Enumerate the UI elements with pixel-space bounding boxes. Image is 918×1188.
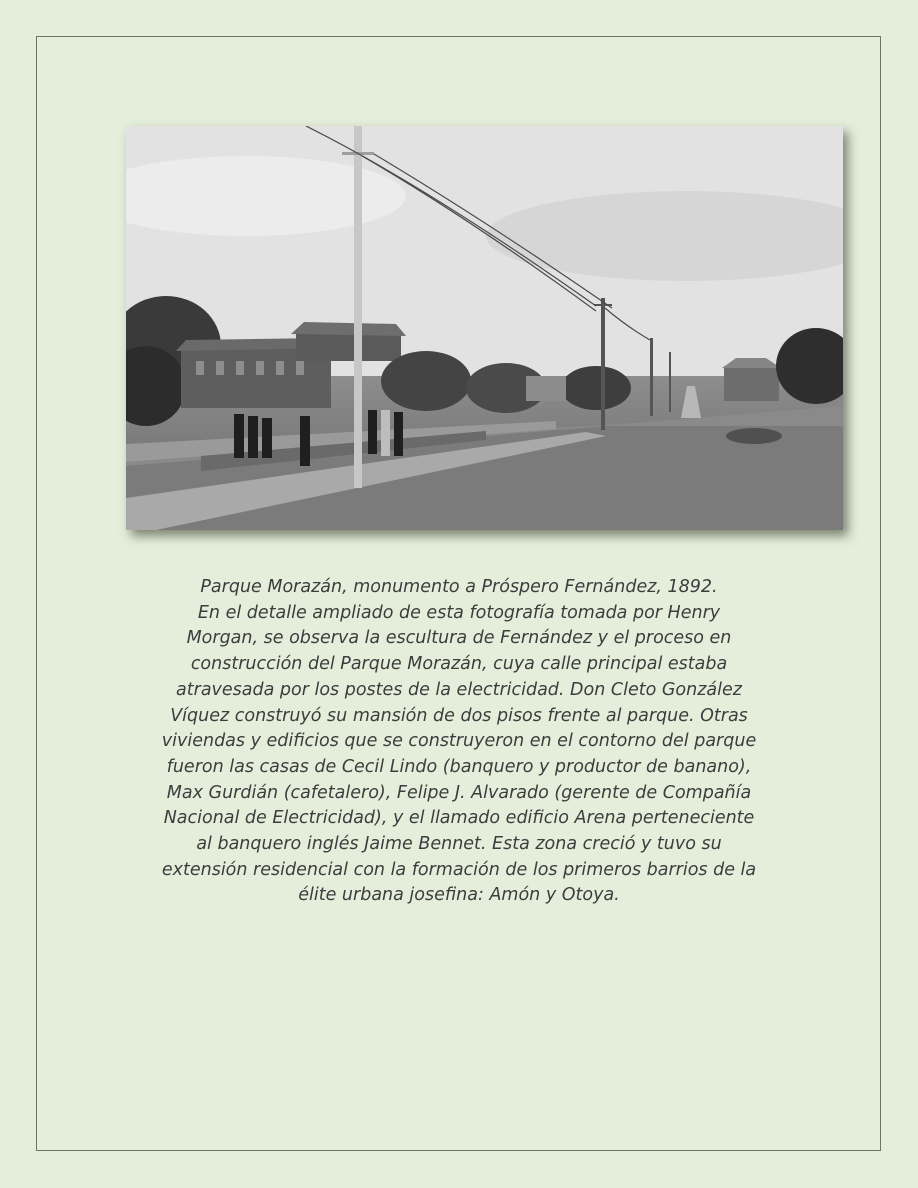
caption-line: construcción del Parque Morazán, cuya calle principal estaba <box>190 654 728 675</box>
historical-photograph <box>126 126 843 530</box>
photo-caption <box>100 575 818 909</box>
caption-line: Parque Morazán, monumento a Próspero Fernández, 1892. <box>200 577 718 597</box>
park-street-scene <box>126 126 843 530</box>
caption-line: atravesada por los postes de la electricidad. Don Cleto González <box>176 679 742 700</box>
caption-line: fueron las casas de Cecil Lindo (banquero y productor de banano), <box>166 756 752 777</box>
caption-line: extensión residencial con la formación de los primeros barrios de la <box>161 859 757 880</box>
caption-line: viviendas y edificios que se construyeron en el contorno del parque <box>161 731 757 752</box>
caption-line: En el detalle ampliado de esta fotografía tomada por Henry <box>197 602 721 623</box>
caption-line: Nacional de Electricidad), y el llamado edificio Arena perteneciente <box>163 808 755 829</box>
caption-line: Morgan, se observa la escultura de Fernández y el proceso en <box>186 628 732 649</box>
caption-line: al banquero inglés Jaime Bennet. Esta zona creció y tuvo su <box>196 834 722 855</box>
caption-line: Víquez construyó su mansión de dos pisos frente al parque. Otras <box>170 705 748 726</box>
caption-line: Max Gurdián (cafetalero), Felipe J. Alvarado (gerente de Compañía <box>166 782 752 803</box>
caption-line: élite urbana josefina: Amón y Otoya. <box>298 885 620 906</box>
